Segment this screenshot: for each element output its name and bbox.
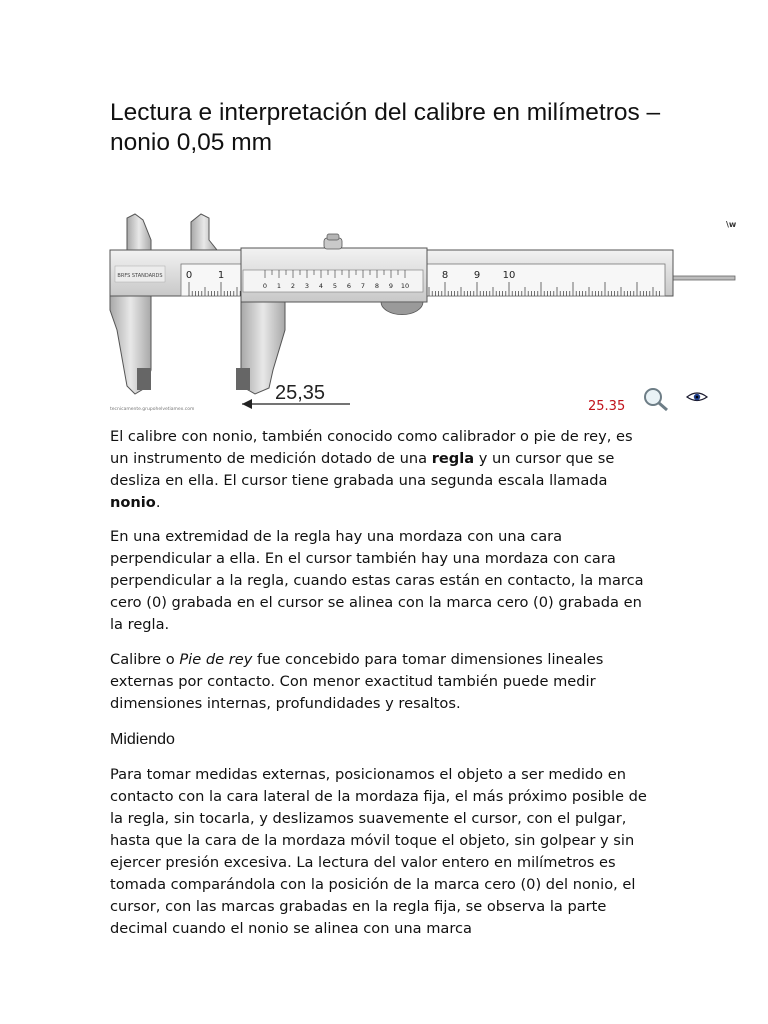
vernier-number: 6 — [346, 282, 352, 290]
main-scale-number: 10 — [502, 270, 516, 281]
paragraph-2 — [110, 526, 655, 636]
caliper-illustration — [105, 210, 735, 416]
vernier-number: 3 — [304, 282, 310, 290]
brand-label: BRFS STANDARDS — [117, 273, 163, 279]
vernier-number: 10 — [400, 282, 410, 290]
main-scale-number: 9 — [473, 270, 481, 281]
measurement-label: 25,35 — [275, 382, 326, 404]
eye-icon — [687, 393, 707, 401]
vernier-number: 5 — [332, 282, 338, 290]
watermark: tecnicamente.grupohelvetiamex.com — [110, 407, 195, 412]
vernier-number: 1 — [276, 282, 282, 290]
thumb-wheel — [381, 302, 423, 315]
reading-value: 25.35 — [588, 399, 626, 414]
paragraph-3 — [110, 649, 655, 715]
page-title: Lectura e interpretación del calibre en milímetros – nonio 0,05 mm — [110, 99, 661, 156]
vernier-number: 2 — [290, 282, 296, 290]
p4-text: Para tomar medidas externas, posicionamos el objeto a ser medido en contacto con la cara lateral de la mordaza fija, el más próximo posible de la regla, sin tocarla, y deslizamos suavemente el cursor, con el pulgar, hasta que la cara de la mordaza móvil toque el objeto, sin golpear y sin ejercer presión excesiva. La lectura del valor entero en milímetros es tomada comparándola con la posición de la marca cero (0) del nonio, el cursor, con las marcas grabadas en la regla fija, se observa la parte decimal cuando el nonio se alinea con una marca — [110, 766, 647, 937]
paragraph-1 — [110, 426, 655, 514]
section-heading: Midiendo — [110, 731, 175, 748]
p3-text-b: fue concebido para tomar dimensiones lineales externas por contacto. Con menor exactitud también puede medir dimensiones internas, profundidades y resaltos. — [110, 651, 604, 712]
p2-text: En una extremidad de la regla hay una mordaza con una cara perpendicular a ella. En el cursor también hay una mordaza con cara perpendicular a la regla, cuando estas caras están en contacto, la marca cero (0) grabada en el cursor se alinea con la marca cero (0) grabada en la regla. — [110, 528, 644, 633]
vernier-number: 9 — [388, 282, 394, 290]
p1-text-b: y un cursor que se desliza en ella. El cursor tiene grabada una segunda escala llamada — [110, 450, 615, 489]
upper-fixed-jaw — [127, 214, 151, 250]
vernier-number: 0 — [262, 282, 268, 290]
vernier-number: 8 — [374, 282, 380, 290]
depth-rod — [673, 276, 735, 280]
p1-bold-regla: regla — [431, 450, 475, 467]
p3-italic: Pie de rey — [179, 651, 253, 668]
p1-text-c: . — [155, 494, 161, 511]
main-scale-number: 8 — [441, 270, 449, 281]
movable-jaw-face — [236, 368, 250, 390]
fixed-jaw-face — [137, 368, 151, 390]
main-scale-number: 1 — [217, 270, 225, 281]
vernier-number: 4 — [318, 282, 324, 290]
upper-movable-jaw — [191, 214, 217, 250]
vernier-number: 7 — [360, 282, 366, 290]
magnifier-icon — [645, 389, 667, 410]
p1-text-a: El calibre con nonio, también conocido como calibrador o pie de rey, es un instrumento de medición dotado de una — [110, 428, 633, 467]
paragraph-4 — [110, 764, 655, 940]
p1-bold-nonio: nonio — [110, 494, 156, 511]
side-mark: \w — [726, 220, 737, 229]
main-scale-number: 0 — [185, 270, 193, 281]
caliper-figure — [105, 210, 735, 416]
p3-text-a: Calibre o — [110, 651, 180, 668]
